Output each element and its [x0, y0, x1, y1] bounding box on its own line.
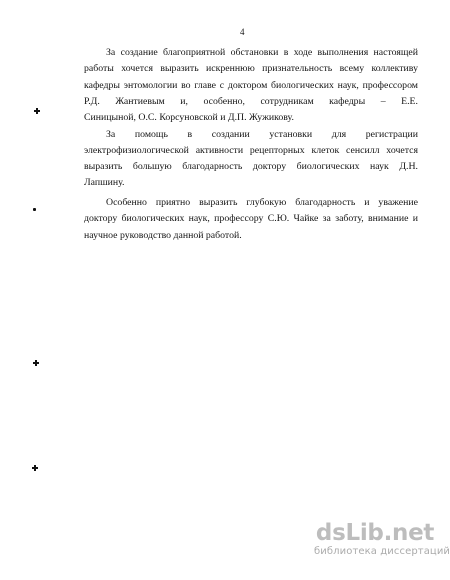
- text-line: За помощь в создании установки для регистрации: [106, 129, 418, 140]
- text-line: Лапшину.: [84, 177, 125, 188]
- text-line: кафедры энтомологии во главе с доктором биологических наук, профессором: [84, 80, 418, 91]
- text-line: электрофизиологической активности рецепторных клеток сенсилл хочется: [84, 145, 418, 156]
- text-line: доктору биологических наук, профессору С.Ю. Чайке за заботу, внимание и: [84, 213, 418, 224]
- scan-mark-icon: [33, 360, 39, 366]
- scan-mark-icon: [32, 465, 38, 471]
- text-line: Синицыной, О.С. Корсуновской и Д.П. Жужикову.: [84, 112, 294, 123]
- page-number: 4: [240, 27, 245, 37]
- watermark-tagline: библиотека диссертаций: [314, 546, 450, 557]
- scan-mark-icon: [34, 108, 40, 114]
- text-line: научное руководство данной работой.: [84, 230, 242, 241]
- text-line: За создание благоприятной обстановки в ходе выполнения настоящей: [106, 47, 418, 58]
- dslib-watermark-logo: [314, 520, 450, 568]
- text-line: Р.Д. Жантиевым и, особенно, сотрудникам кафедры – Е.Е.: [84, 96, 418, 107]
- text-line: выразить большую благодарность доктору биологических наук Д.Н.: [84, 161, 418, 172]
- text-line: Особенно приятно выразить глубокую благодарность и уважение: [106, 197, 418, 208]
- watermark-brand: dsLib.net: [315, 520, 435, 546]
- text-line: работы хочется выразить искреннюю признательность всему коллективу: [84, 63, 418, 74]
- scan-dot-icon: [33, 208, 36, 211]
